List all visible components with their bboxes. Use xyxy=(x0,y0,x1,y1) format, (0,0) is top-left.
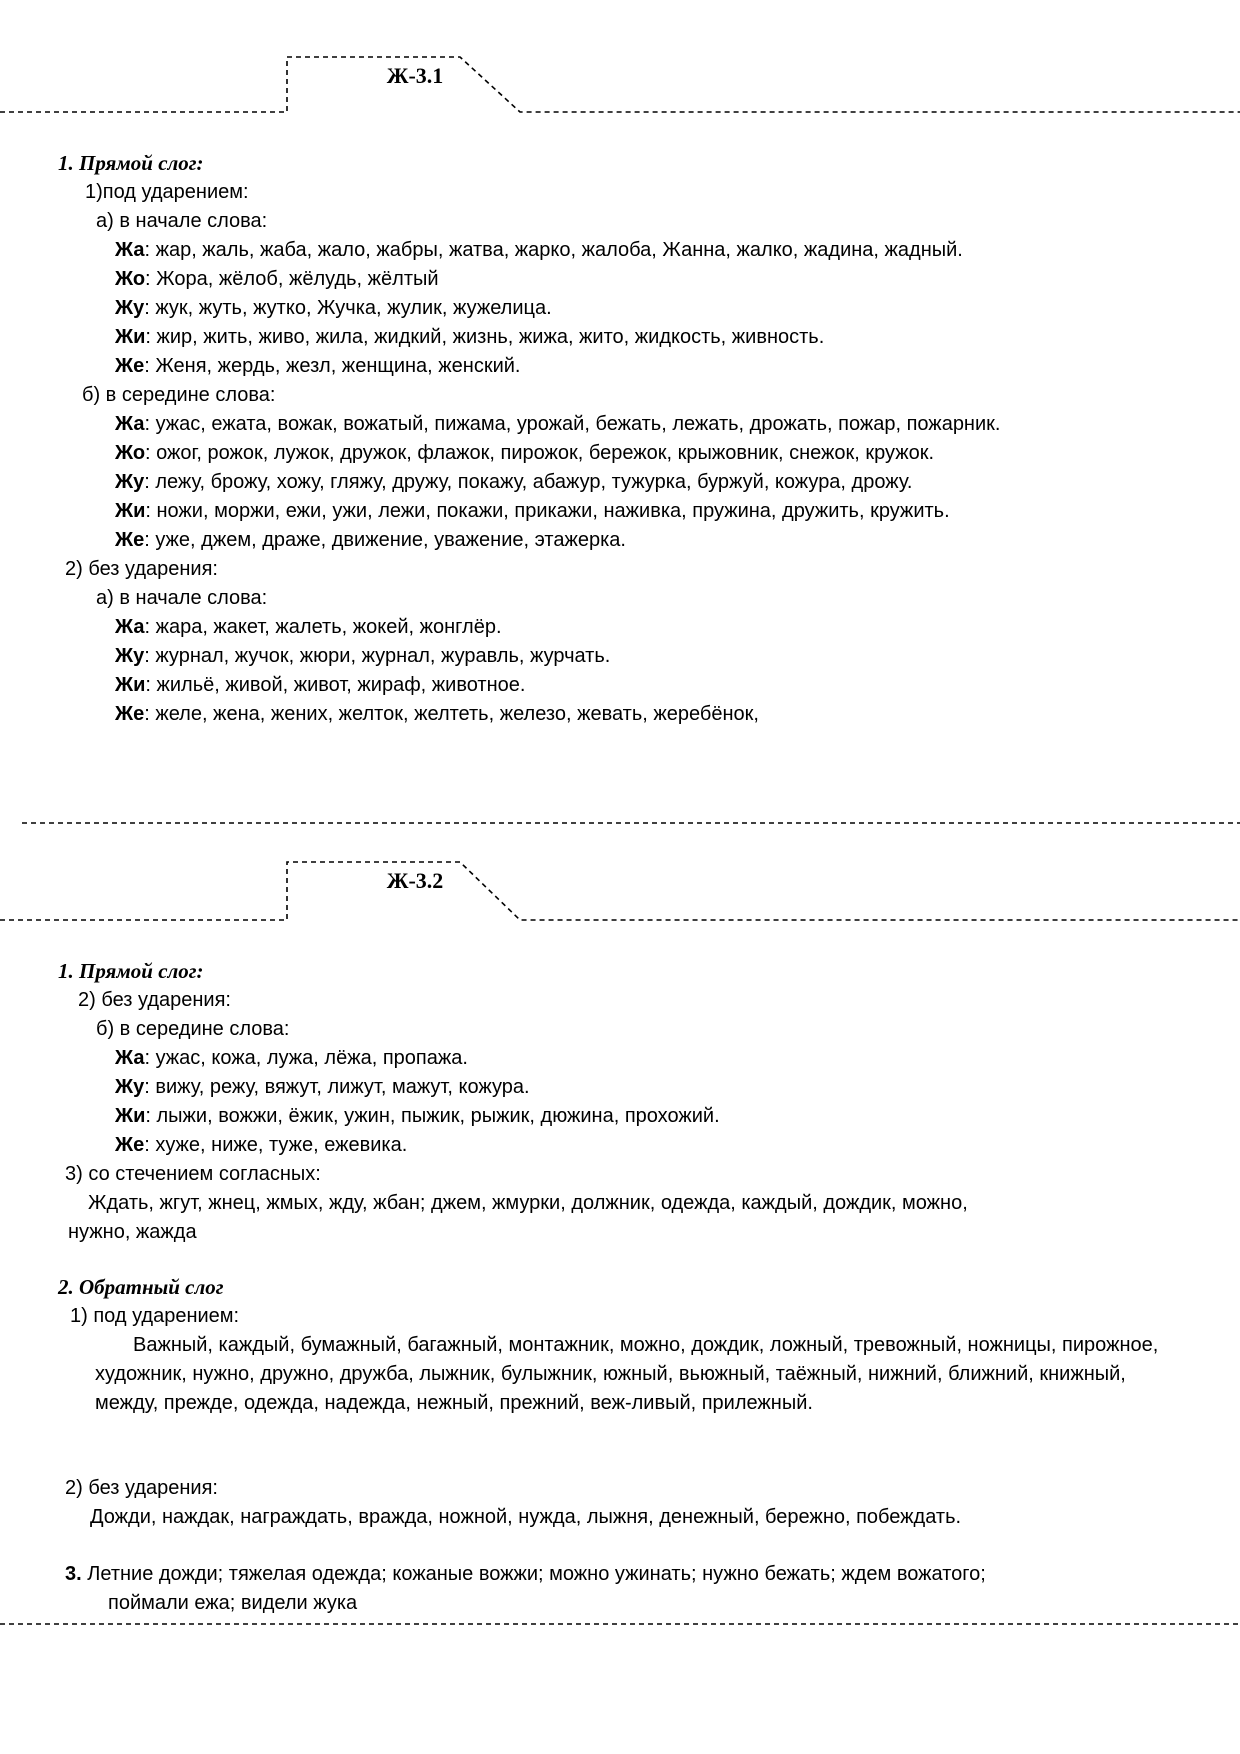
syllable: Жи xyxy=(115,500,146,522)
card2-cluster-line2: нужно, жажда xyxy=(68,1221,197,1243)
card2-row-zhe xyxy=(115,1131,407,1160)
card2-rev-sub2: 2) без ударения: xyxy=(65,1477,218,1499)
card1-row-c-zha xyxy=(115,613,502,642)
card2-row-zha xyxy=(115,1044,468,1073)
card2-rev-stressed: Важный, каждый, бумажный, багажный, монтажник, можно, дождик, ложный, тревожный, ножницы, пирожное, художник, нужно, дружно, дружба, лыжник, булыжник, южный, вьюжный, таёжный, нижний, ближний, книжный, между, прежде, одежда, надежда, нежный, прежний, веж-ливый, прилежный. xyxy=(95,1334,1159,1414)
card1-row-a-zhi xyxy=(115,323,824,352)
words: : ножи, моржи, ежи, ужи, лежи, покажи, прикажи, наживка, пружина, дружить, кружить. xyxy=(145,500,950,522)
card1-row-b-zha xyxy=(115,410,1000,439)
card2-rev-sub1: 1) под ударением: xyxy=(70,1305,240,1327)
card1-row-b-zhu xyxy=(115,468,912,497)
card2-item3 xyxy=(65,1560,986,1589)
syllable: Жи xyxy=(115,1105,146,1127)
card1-row-a-zha xyxy=(115,236,963,265)
card1-tab-outline xyxy=(0,57,1240,112)
syllable: Жа xyxy=(115,413,145,435)
syllable: Жи xyxy=(115,674,146,696)
words: : ужас, ежата, вожак, вожатый, пижама, урожай, бежать, лежать, дрожать, пожар, пожарник. xyxy=(144,413,1001,435)
words: : жир, жить, живо, жила, жидкий, жизнь, жижа, жито, жидкость, живность. xyxy=(145,326,825,348)
syllable: Же xyxy=(115,355,145,377)
card2-row-zhu xyxy=(115,1073,530,1102)
card1-code: Ж-3.1 xyxy=(386,63,444,88)
words: : жук, жуть, жутко, Жучка, жулик, жужелица. xyxy=(144,297,552,319)
words: : жара, жакет, жалеть, жокей, жонглёр. xyxy=(144,616,502,638)
card2-row-zhi xyxy=(115,1102,720,1131)
card2-sub3: 3) со стечением согласных: xyxy=(65,1163,321,1185)
syllable: Жа xyxy=(115,1047,145,1069)
words: : Женя, жердь, жезл, женщина, женский. xyxy=(144,355,521,377)
syllable: Жа xyxy=(115,616,145,638)
card2-heading1: 1. Прямой слог: xyxy=(58,959,204,983)
item3-number: 3. xyxy=(65,1563,82,1585)
card2-heading2: 2. Обратный слог xyxy=(58,1275,224,1299)
words: : Жора, жёлоб, жёлудь, жёлтый xyxy=(145,268,439,290)
card1-row-a-zhe xyxy=(115,352,520,381)
card1-heading: 1. Прямой слог: xyxy=(58,151,204,175)
words: : жар, жаль, жаба, жало, жабры, жатва, жарко, жалоба, Жанна, жалко, жадина, жадный. xyxy=(144,239,963,261)
card2-sub2: 2) без ударения: xyxy=(78,989,231,1011)
words: : вижу, режу, вяжут, лижут, мажут, кожура. xyxy=(144,1076,530,1098)
card2-sub2b: б) в середине слова: xyxy=(96,1018,290,1040)
syllable: Же xyxy=(115,1134,145,1156)
card1-row-a-zhu xyxy=(115,294,552,323)
syllable: Жу xyxy=(115,471,145,493)
syllable: Же xyxy=(115,703,145,725)
item3-line1: Летние дожди; тяжелая одежда; кожаные вожжи; можно ужинать; нужно бежать; ждем вожатого; xyxy=(87,1563,986,1585)
card1-row-a-zho xyxy=(115,265,439,294)
syllable: Жи xyxy=(115,326,146,348)
words: : хуже, ниже, туже, ежевика. xyxy=(144,1134,408,1156)
words: : ожог, рожок, лужок, дружок, флажок, пирожок, бережок, крыжовник, снежок, кружок. xyxy=(145,442,935,464)
syllable: Жу xyxy=(115,297,145,319)
syllable: Жа xyxy=(115,239,145,261)
card2-tab-outline xyxy=(0,862,1240,920)
card1-sub1: 1)под ударением: xyxy=(85,181,249,203)
card1-row-c-zhe xyxy=(115,700,759,729)
card2-item3-line2: поймали ежа; видели жука xyxy=(108,1592,358,1614)
card2-code: Ж-3.2 xyxy=(386,868,444,893)
syllable: Жу xyxy=(115,645,145,667)
card1-sub2: 2) без ударения: xyxy=(65,558,218,580)
card2-cluster-line1: Ждать, жгут, жнец, жмых, жду, жбан; джем, жмурки, должник, одежда, каждый, дождик, можно, xyxy=(88,1192,968,1214)
words: : жильё, живой, живот, жираф, животное. xyxy=(145,674,526,696)
card1-row-c-zhi xyxy=(115,671,525,700)
syllable: Жо xyxy=(115,442,146,464)
words: : ужас, кожа, лужа, лёжа, пропажа. xyxy=(144,1047,468,1069)
card2-rev-unstressed: Дожди, наждак, награждать, вражда, ножной, нужда, лыжня, денежный, бережно, побеждать. xyxy=(90,1506,962,1528)
words: : уже, джем, драже, движение, уважение, этажерка. xyxy=(144,529,626,551)
card1-row-b-zho xyxy=(115,439,934,468)
words: : желе, жена, жених, желток, желтеть, железо, жевать, жеребёнок, xyxy=(144,703,759,725)
words: : журнал, жучок, жюри, журнал, журавль, журчать. xyxy=(144,645,611,667)
card1-sub1b: б) в середине слова: xyxy=(82,384,276,406)
card1-sub2a: а) в начале слова: xyxy=(96,587,268,609)
card1-sub1a: а) в начале слова: xyxy=(96,210,268,232)
words: : лыжи, вожжи, ёжик, ужин, пыжик, рыжик, дюжина, прохожий. xyxy=(145,1105,720,1127)
card1-row-b-zhi xyxy=(115,497,950,526)
syllable: Же xyxy=(115,529,145,551)
words: : лежу, брожу, хожу, гляжу, дружу, покажу, абажур, тужурка, буржуй, кожура, дрожу. xyxy=(144,471,913,493)
syllable: Жу xyxy=(115,1076,145,1098)
syllable: Жо xyxy=(115,268,146,290)
card1-row-c-zhu xyxy=(115,642,610,671)
card1-row-b-zhe xyxy=(115,526,626,555)
